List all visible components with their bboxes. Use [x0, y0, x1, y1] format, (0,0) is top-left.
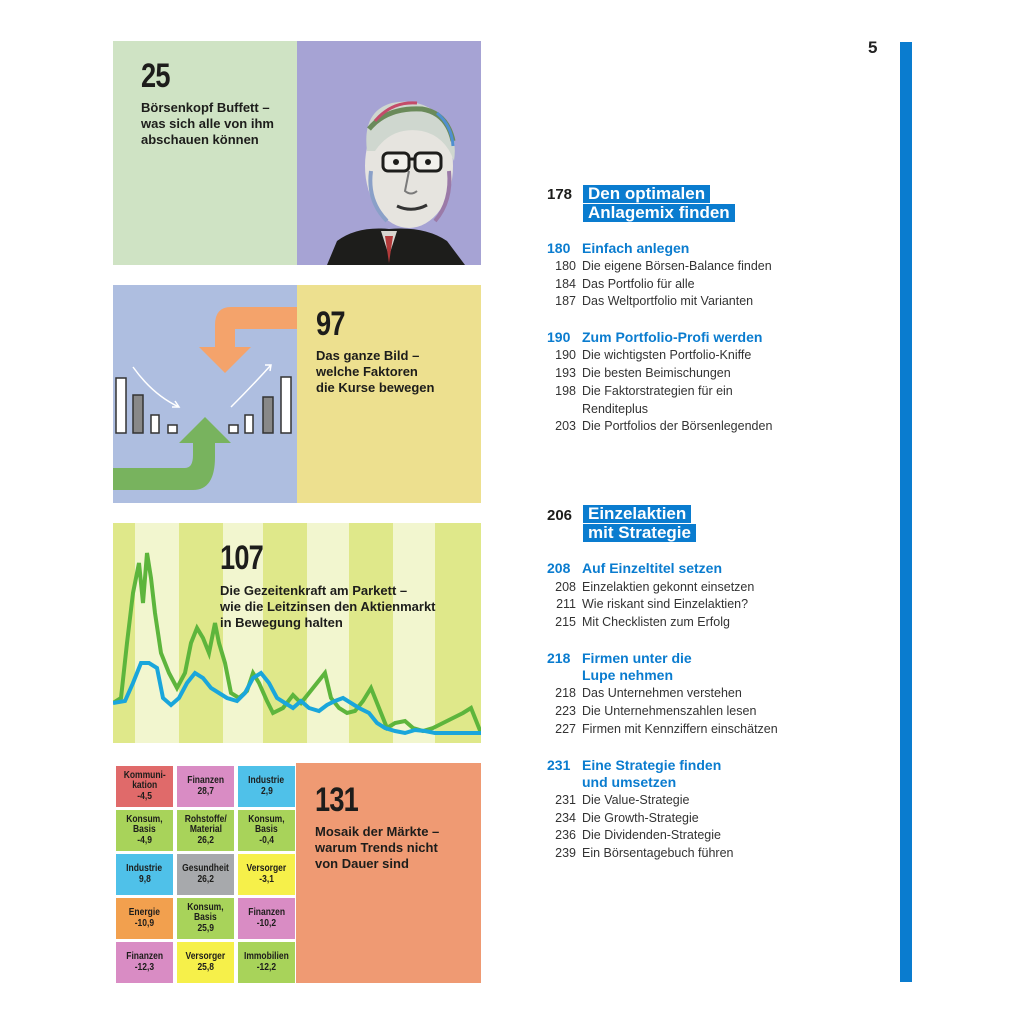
tile-buffett[interactable]: [113, 41, 481, 265]
mosaic-cell: [116, 898, 173, 939]
toc-item[interactable]: 184 Das Portfolio für alle: [555, 277, 695, 291]
tile-number: 107: [220, 539, 263, 577]
subsection-heading[interactable]: 218 Firmen unter die Lupe nehmen: [547, 650, 692, 683]
toc-item[interactable]: 187 Das Weltportfolio mit Varianten: [555, 294, 754, 308]
mosaic-cell: [116, 854, 173, 895]
mosaic-cell: [177, 942, 234, 983]
mosaic-cell-text: -0,4: [259, 834, 274, 846]
mosaic-cell-text: -10,2: [256, 917, 277, 929]
toc-item[interactable]: 208 Einzelaktien gekonnt einsetzen: [555, 580, 755, 594]
toc-item[interactable]: 236 Die Dividenden-Strategie: [555, 828, 721, 842]
tile-number: 97: [316, 305, 345, 343]
buffett-portrait-image: [297, 41, 481, 265]
mosaic-cell-text: 25,9: [197, 922, 214, 934]
page-number: 5: [868, 38, 878, 57]
mosaic-cell: [177, 854, 234, 895]
mosaic-cell-text: -4,5: [137, 790, 152, 802]
tile-description: Das ganze Bild – welche Faktoren die Kurse bewegen: [316, 348, 435, 395]
toc-item[interactable]: 203 Die Portfolios der Börsenlegenden: [555, 419, 773, 433]
mosaic-cell-text: Gesundheit: [182, 863, 229, 874]
mosaic-cell-text: -10,9: [134, 917, 155, 929]
factors-illustration: [113, 285, 297, 503]
subsection-heading[interactable]: 180 Einfach anlegen: [547, 240, 690, 256]
mosaic-cell: [177, 898, 234, 939]
mosaic-cell-text: Industrie: [126, 863, 163, 874]
mosaic-cell-text: -3,1: [259, 873, 274, 885]
mosaic-cell: [177, 766, 234, 807]
mosaic-cell-text: Finanzen: [126, 951, 163, 962]
mosaic-cell-text: Material: [189, 824, 222, 836]
toc-item[interactable]: 180 Die eigene Börsen-Balance finden: [555, 259, 772, 273]
mosaic-cell-text: -12,3: [134, 961, 155, 973]
toc-item[interactable]: 211 Wie riskant sind Einzelaktien?: [556, 597, 749, 611]
mosaic-cell: [238, 766, 295, 807]
mosaic-cell-text: Energie: [128, 907, 161, 918]
tile-description: Die Gezeitenkraft am Parkett – wie die Leitzinsen den Aktienmarkt in Bewegung halten: [220, 583, 436, 630]
mosaic-cell: [116, 810, 173, 851]
tile-description: Mosaik der Märkte – warum Trends nicht von Dauer sind: [315, 824, 440, 871]
section-title[interactable]: Einzelaktien mit Strategie: [583, 505, 696, 543]
tile-description: Börsenkopf Buffett – was sich alle von ihm abschauen können: [141, 100, 274, 147]
mosaic-cell-text: 26,2: [197, 873, 214, 885]
mosaic-cell-text: Versorger: [246, 863, 287, 874]
mosaic-cell: [238, 854, 295, 895]
section-title[interactable]: Den optimalen Anlagemix finden: [583, 185, 735, 223]
toc-item[interactable]: 215 Mit Checklisten zum Erfolg: [555, 615, 730, 629]
tile-number: 131: [315, 781, 358, 819]
toc-item[interactable]: 234 Die Growth-Strategie: [555, 811, 699, 825]
toc-item[interactable]: 227 Firmen mit Kennziffern einschätzen: [555, 722, 778, 736]
subsection-heading[interactable]: 231 Eine Strategie finden und umsetzen: [547, 757, 722, 790]
tile-leitzinsen[interactable]: [113, 523, 481, 743]
toc-item[interactable]: 239 Ein Börsentagebuch führen: [555, 846, 734, 860]
mosaic-cell-text: Basis: [194, 912, 217, 924]
mosaic-cell-text: Rohstoffe/: [184, 813, 227, 825]
mosaic-cell-text: -4,9: [137, 834, 152, 846]
mosaic-cell-text: Immobilien: [244, 951, 289, 962]
mosaic-cell: [238, 810, 295, 851]
mosaic-cell: [238, 898, 295, 939]
mosaic-cell-text: Konsum,: [248, 813, 285, 825]
mosaic-cell: [116, 766, 173, 807]
mosaic-cell-text: Konsum,: [187, 901, 224, 913]
section-page-number: 206: [547, 507, 573, 524]
tile-number: 25: [141, 57, 170, 95]
mosaic-cell: [177, 810, 234, 851]
toc-item[interactable]: 193 Die besten Beimischungen: [555, 366, 731, 380]
mosaic-cell-text: 2,9: [260, 785, 273, 797]
mosaic-cell-text: Finanzen: [187, 775, 224, 786]
toc-item[interactable]: 218 Das Unternehmen verstehen: [555, 686, 742, 700]
mosaic-cell-text: Finanzen: [248, 907, 285, 918]
mosaic-cell-text: Konsum,: [126, 813, 163, 825]
chapter-bar: [900, 42, 912, 982]
toc-item[interactable]: 231 Die Value-Strategie: [555, 793, 690, 807]
tile-mosaik[interactable]: [113, 763, 481, 983]
tile-faktoren[interactable]: [113, 285, 481, 503]
toc-item[interactable]: 190 Die wichtigsten Portfolio-Kniffe: [555, 348, 752, 362]
mosaic-cell-text: 28,7: [197, 785, 214, 797]
interest-rates-chart-illustration: [113, 523, 481, 743]
mosaic-cell-text: -12,2: [256, 961, 277, 973]
mosaic-cell: [116, 942, 173, 983]
mosaic-cell: [238, 942, 295, 983]
mosaic-cell-text: 25,8: [197, 961, 214, 973]
subsection-heading[interactable]: 190 Zum Portfolio-Profi werden: [547, 329, 763, 345]
mosaic-cell-text: 9,8: [138, 873, 151, 885]
mosaic-cell-text: Basis: [133, 824, 156, 836]
mosaic-cell-text: 26,2: [197, 834, 214, 846]
toc-item[interactable]: 198 Die Faktorstrategien für ein Renditeplus: [555, 384, 733, 416]
mosaic-cell-text: Versorger: [185, 951, 226, 962]
section-page-number: 178: [547, 186, 573, 203]
subsection-heading[interactable]: 208 Auf Einzeltitel setzen: [547, 560, 723, 576]
mosaic-cell-text: kation: [131, 780, 158, 792]
mosaic-cell-text: Basis: [255, 824, 278, 836]
mosaic-cell-text: Kommuni-: [123, 769, 166, 781]
mosaic-cell-text: Industrie: [248, 775, 285, 786]
toc-item[interactable]: 223 Die Unternehmenszahlen lesen: [555, 704, 757, 718]
